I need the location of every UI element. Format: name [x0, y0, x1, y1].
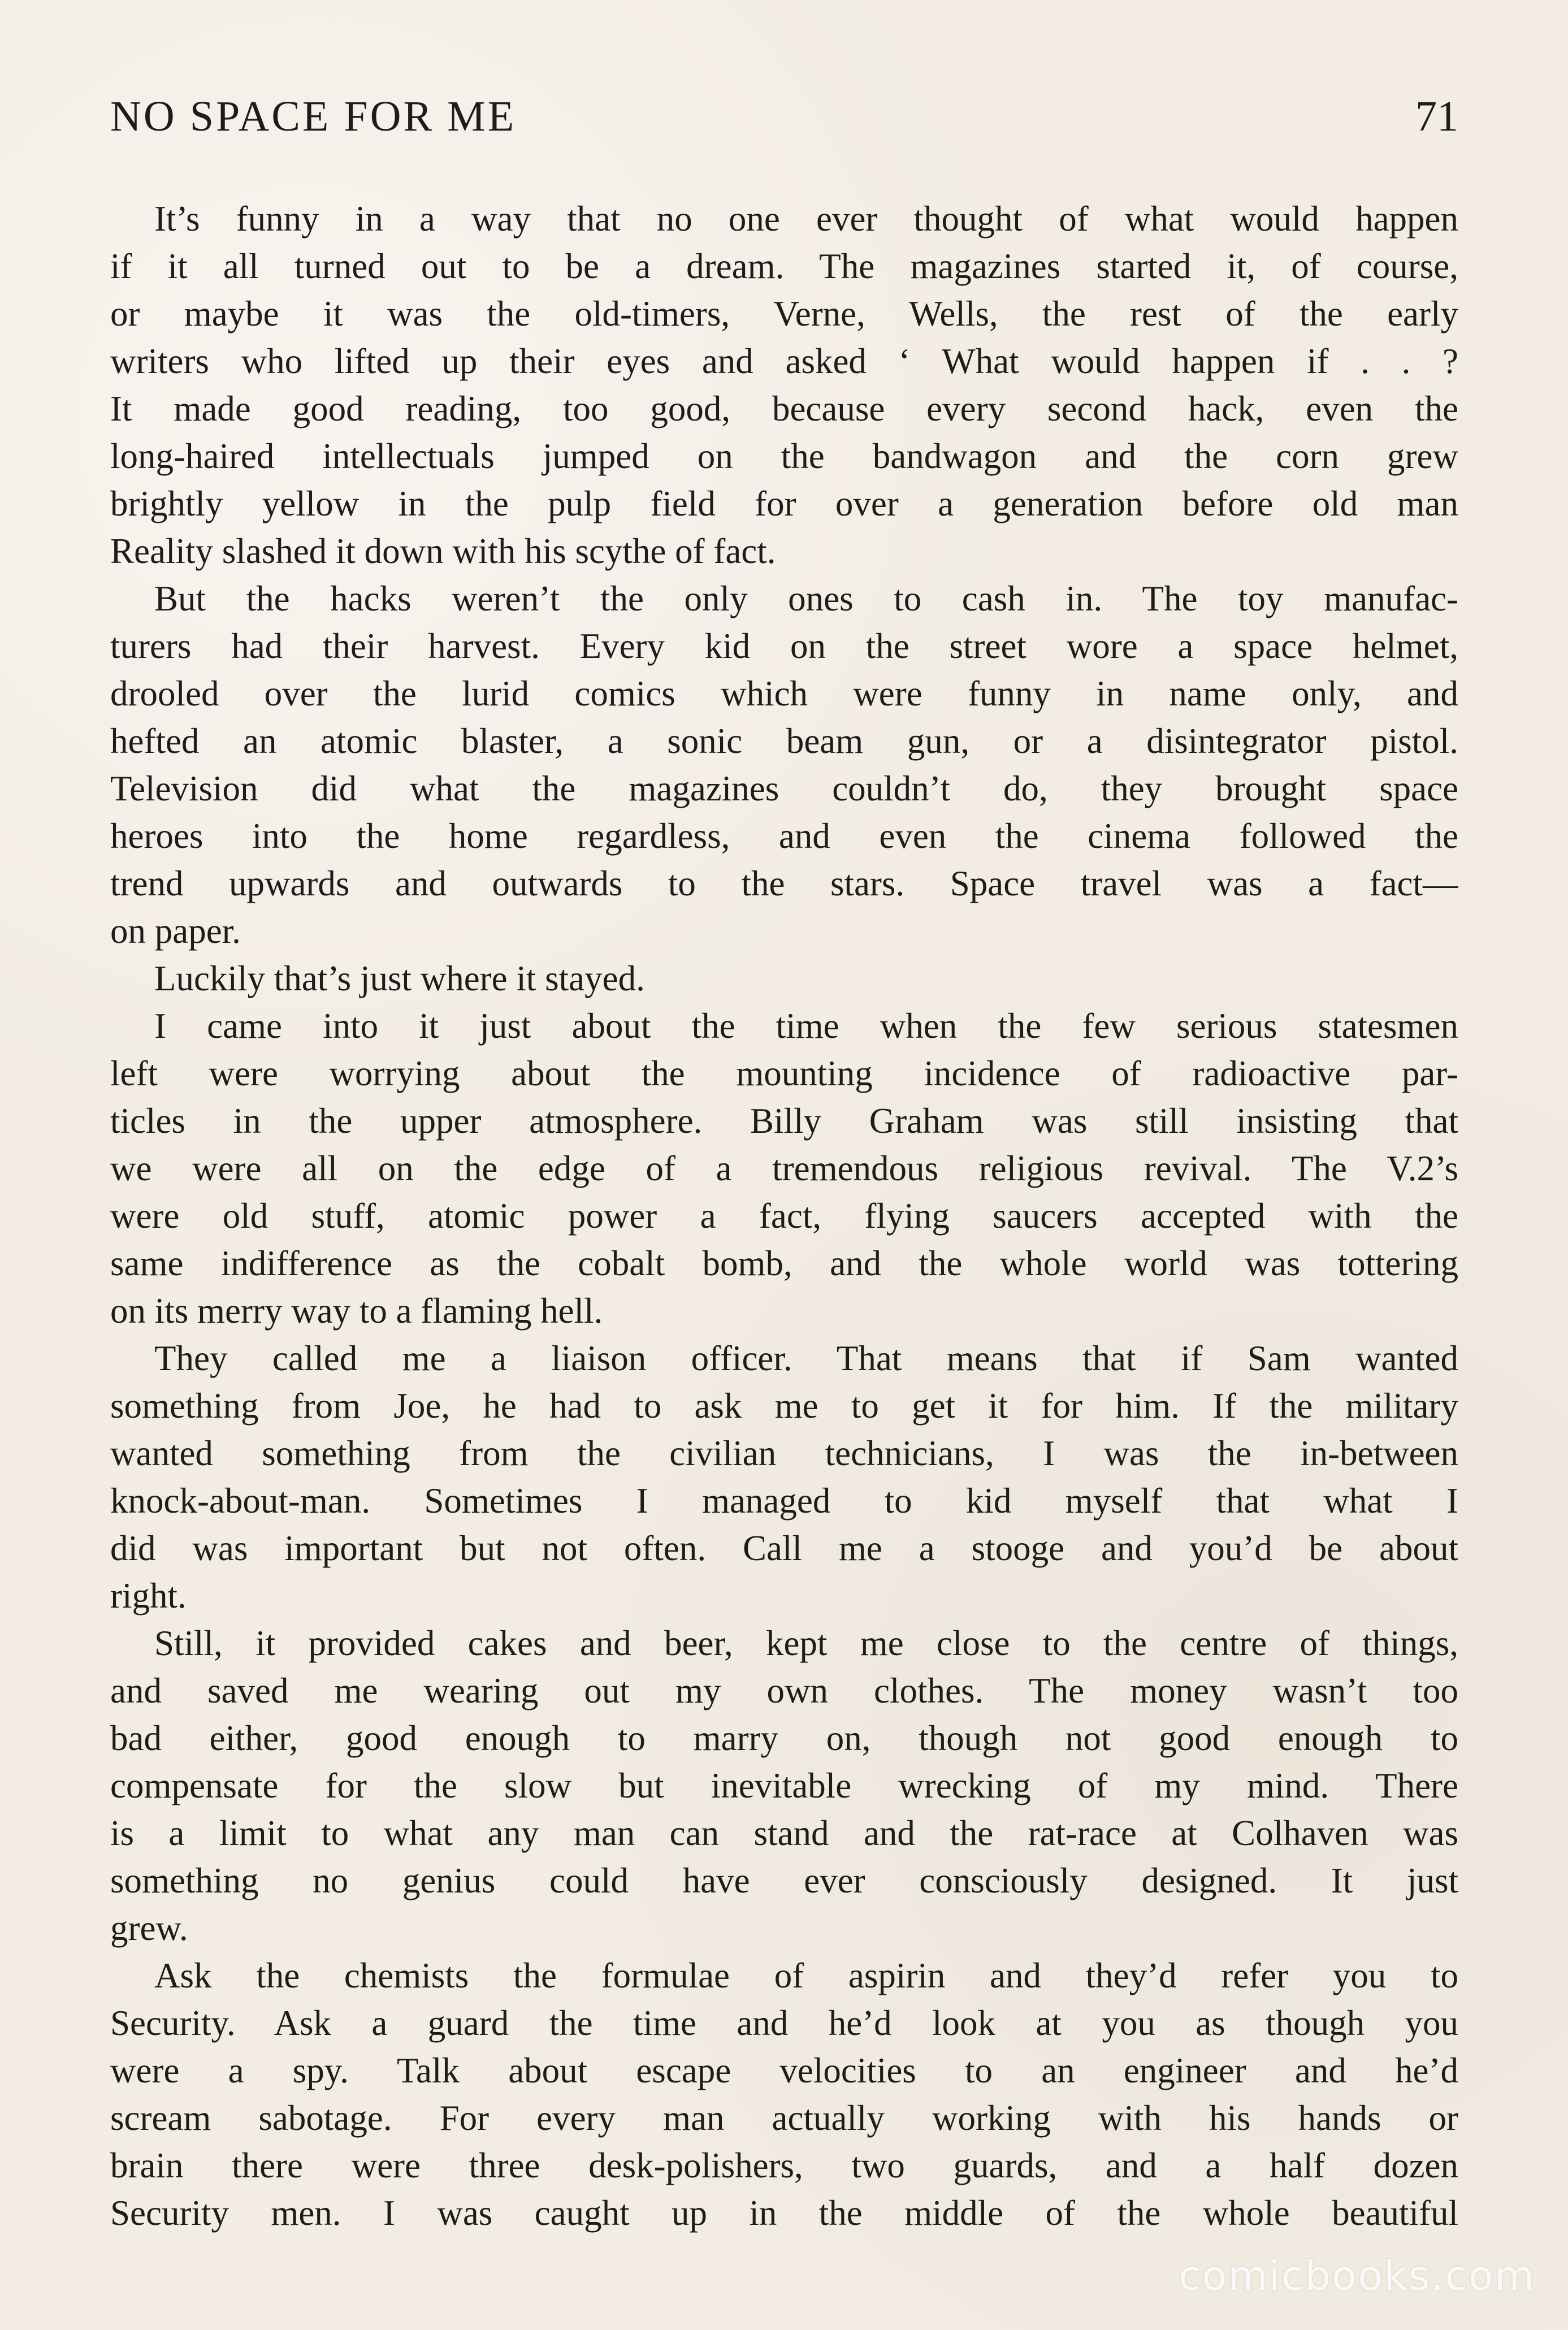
- text-line: on paper.: [110, 911, 241, 951]
- text-line: right.: [110, 1576, 187, 1616]
- text-line: something from Joe, he had to ask me to get it for him. If the military: [110, 1386, 1458, 1426]
- text-line: long-haired intellectuals jumped on the bandwagon and the corn grew: [110, 436, 1458, 476]
- page-number: 71: [1415, 93, 1458, 140]
- text-line: compensate for the slow but inevitable wrecking of my mind. There: [110, 1766, 1458, 1805]
- text-line: is a limit to what any man can stand and the rat-race at Colhaven was: [110, 1813, 1458, 1853]
- text-line: something no genius could have ever consciously designed. It just: [110, 1861, 1458, 1900]
- text-line: writers who lifted up their eyes and asked ‘ What would happen if . . ?: [110, 341, 1458, 381]
- text-line: were a spy. Talk about escape velocities to an engineer and he’d: [110, 2051, 1458, 2090]
- text-line: It’s funny in a way that no one ever thought of what would happen: [154, 199, 1458, 239]
- text-line: hefted an atomic blaster, a sonic beam gun, or a disintegrator pistol.: [110, 721, 1458, 761]
- text-line: turers had their harvest. Every kid on the street wore a space helmet,: [110, 626, 1458, 666]
- page-header: [110, 95, 1458, 163]
- text-line: Security. Ask a guard the time and he’d look at you as though you: [110, 2003, 1458, 2043]
- text-line: Ask the chemists the formulae of aspirin and they’d refer you to: [154, 1956, 1458, 1995]
- text-line: Television did what the magazines couldn’t do, they brought space: [110, 769, 1458, 808]
- text-line: Reality slashed it down with his scythe of fact.: [110, 531, 776, 571]
- text-line: wanted something from the civilian technicians, I was the in-between: [110, 1433, 1458, 1473]
- text-line: did was important but not often. Call me a stooge and you’d be about: [110, 1528, 1458, 1568]
- running-title: NO SPACE FOR ME: [110, 93, 517, 140]
- text-line: They called me a liaison officer. That means that if Sam wanted: [154, 1339, 1458, 1378]
- text-line: Luckily that’s just where it stayed.: [154, 959, 645, 998]
- text-line: It made good reading, too good, because every second hack, even the: [110, 389, 1458, 428]
- text-line: brain there were three desk-polishers, two guards, and a half dozen: [110, 2146, 1458, 2185]
- text-line: were old stuff, atomic power a fact, flying saucers accepted with the: [110, 1196, 1458, 1236]
- text-line: or maybe it was the old-timers, Verne, Wells, the rest of the early: [110, 294, 1458, 334]
- text-line: on its merry way to a flaming hell.: [110, 1291, 603, 1331]
- text-line: and saved me wearing out my own clothes. The money wasn’t too: [110, 1671, 1458, 1710]
- text-line: trend upwards and outwards to the stars. Space travel was a fact—: [110, 864, 1458, 903]
- text-line: Security men. I was caught up in the middle of the whole beautiful: [110, 2193, 1458, 2233]
- text-line: Still, it provided cakes and beer, kept me close to the centre of things,: [154, 1623, 1458, 1663]
- text-line: bad either, good enough to marry on, though not good enough to: [110, 1718, 1458, 1758]
- text-line: scream sabotage. For every man actually working with his hands or: [110, 2098, 1458, 2138]
- text-line: brightly yellow in the pulp field for over a generation before old man: [110, 484, 1458, 523]
- text-line: I came into it just about the time when the few serious statesmen: [154, 1006, 1458, 1046]
- text-line: But the hacks weren’t the only ones to cash in. The toy manufac-: [154, 579, 1458, 618]
- site-watermark: comicbooks.com: [1178, 2252, 1535, 2299]
- text-line: knock-about-man. Sometimes I managed to kid myself that what I: [110, 1481, 1458, 1521]
- text-line: if it all turned out to be a dream. The magazines started it, of course,: [110, 246, 1458, 286]
- text-line: same indifference as the cobalt bomb, and the whole world was tottering: [110, 1244, 1458, 1283]
- text-line: left were worrying about the mounting incidence of radioactive par-: [110, 1054, 1458, 1093]
- text-line: ticles in the upper atmosphere. Billy Graham was still insisting that: [110, 1101, 1458, 1141]
- text-line: heroes into the home regardless, and even the cinema followed the: [110, 816, 1458, 856]
- text-line: we were all on the edge of a tremendous religious revival. The V.2’s: [110, 1149, 1458, 1188]
- text-line: drooled over the lurid comics which were funny in name only, and: [110, 674, 1458, 713]
- text-line: grew.: [110, 1908, 188, 1948]
